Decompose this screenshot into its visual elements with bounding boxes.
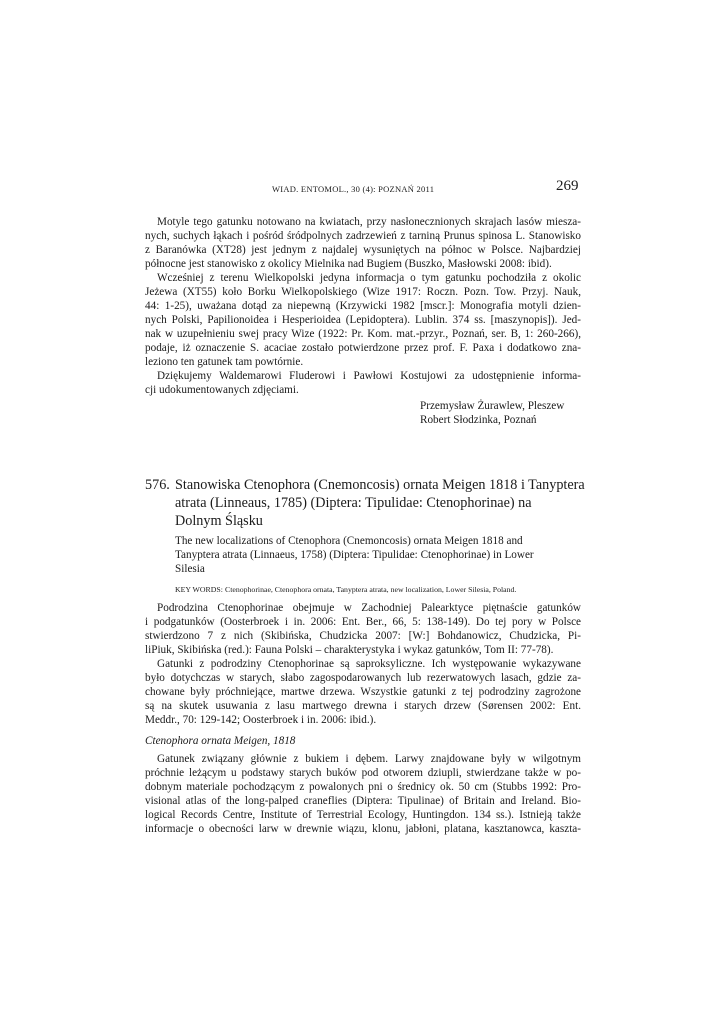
english-title-line: Tanyptera atrata (Linnaeus, 1758) (Diptera: Tipulidae: Ctenophorinae) in Lower	[175, 549, 534, 561]
keywords-label: KEY WORDS:	[175, 585, 223, 594]
text-line: z Baranówka (XT28) jest jednym z najdalej wysuniętych na północ w Polsce. Najbardziej	[145, 244, 581, 256]
text-line: stwierdzono 7 z nich (Skibińska, Chudzicka 2007: [W:] Bohdanowicz, Chudzicka, Pi-	[145, 630, 581, 642]
english-title-line: The new localizations of Ctenophora (Cnemoncosis) ornata Meigen 1818 and	[175, 535, 523, 547]
article-title-line: Dolnym Śląsku	[175, 513, 263, 529]
text-line: Dziękujemy Waldemarowi Fluderowi i Pawłowi Kostujowi za udostępnienie informa-	[157, 370, 581, 382]
text-line: Meddr., 70: 129-142; Oosterbroek i in. 2006: ibid.).	[145, 714, 377, 726]
text-line: było dotychczas w starych, słabo zagospodarowanych lub rezerwatowych lasach, gdzie za-	[145, 672, 581, 684]
text-line: Gatunki z podrodziny Ctenophorinae są saproksyliczne. Ich występowanie wykazywane	[157, 658, 581, 670]
text-line: chowane były próchniejące, martwe drzewa. Wszystkie gatunki z tej podrodziny zagrożone	[145, 686, 581, 698]
text-line: próchnie leżącym u podstawy starych buków pod otworem dziupli, stwierdzane także w po-	[145, 767, 581, 779]
english-title-line: Silesia	[175, 563, 205, 575]
author-line: Przemysław Żurawlew, Pleszew	[420, 400, 565, 412]
text-line: i podgatunków (Oosterbroek i in. 2006: Ent. Ber., 66, 5: 138-149). Do tej pory w Polsce	[145, 616, 581, 628]
article-title-line: atrata (Linneaus, 1785) (Diptera: Tipulidae: Ctenophorinae) na	[175, 495, 532, 511]
article-number: 576.	[145, 477, 170, 493]
text-line: 44: 1-25), uważana dotąd za niepewną (Krzywicki 1982 [mscr.]: Monografia motyli dzien-	[145, 300, 581, 312]
text-line: podaje, iż oznaczenie S. acaciae zostało potwierdzone przez prof. F. Paxa i dodatkowo zna-	[145, 342, 581, 354]
text-line: Motyle tego gatunku notowano na kwiatach, przy nasłonecznionych skrajach lasów miesza-	[157, 216, 581, 228]
text-line: nych, suchych łąkach i pośród śródpolnych zadrzewień z tarniną Prunus spinosa L. Stanowisko	[145, 230, 581, 242]
text-line: Wcześniej z terenu Wielkopolski jedyna informacja o tym gatunku pochodziła z okolic	[157, 272, 581, 284]
page-number: 269	[556, 178, 579, 194]
text-line: Jeżewa (XT55) koło Borku Wielkopolskiego (Wize 1917: Roczn. Pozn. Tow. Przyj. Nauk,	[145, 286, 581, 298]
keywords: Ctenophorinae, Ctenophora ornata, Tanyptera atrata, new localization, Lower Silesia, Poland.	[225, 585, 517, 594]
author-line: Robert Słodzinka, Poznań	[420, 414, 537, 426]
article-title-line: Stanowiska Ctenophora (Cnemoncosis) ornata Meigen 1818 i Tanyptera	[175, 477, 585, 493]
running-head: WIAD. ENTOMOL., 30 (4): POZNAŃ 2011	[272, 184, 435, 194]
species-heading: Ctenophora ornata Meigen, 1818	[145, 735, 296, 747]
text-line: są na skutek usuwania z lasu martwego drewna i starych drzew (Sørensen 2002: Ent.	[145, 700, 581, 712]
text-line: informacje o obecności larw w drewnie wiązu, klonu, jabłoni, platana, kasztanowca, kaszta-	[145, 823, 581, 835]
text-line: leziono ten gatunek tam powtórnie.	[145, 356, 304, 368]
text-line: cji udokumentowanych zdjęciami.	[145, 384, 299, 396]
text-line: dobnym materiale pochodzącym z powalonych pni o średnicy ok. 50 cm (Stubbs 1992: Pro-	[145, 781, 581, 793]
text-line: visional atlas of the long-palped craneflies (Diptera: Tipulinae) of Britain and Ireland. Bio-	[145, 795, 581, 807]
text-line: liPiuk, Skibińska (red.): Fauna Polski – charakterystyka i wykaz gatunków, Tom II: 77-78).	[145, 644, 554, 656]
text-line: logical Records Centre, Institute of Terrestrial Ecology, Huntingdon. 134 ss.). Istnieją także	[145, 809, 581, 821]
text-line: Gatunek związany głównie z bukiem i dębem. Larwy znajdowane były w wilgotnym	[157, 753, 581, 765]
text-line: nak w uzupełnieniu swej pracy Wize (1922: Pr. Kom. mat.-przyr., Poznań, ser. B, 1: 260-266),	[145, 328, 581, 340]
text-line: północne jest stanowisko z okolicy Mielnika nad Bugiem (Buszko, Masłowski 2008: ibid).	[145, 258, 552, 270]
text-line: nych Polski, Papilionoidea i Hesperioidea (Lepidoptera). Lublin. 374 ss. [maszynopis]). Jed-	[145, 314, 581, 326]
text-line: Podrodzina Ctenophorinae obejmuje w Zachodniej Palearktyce piętnaście gatunków	[157, 602, 581, 614]
